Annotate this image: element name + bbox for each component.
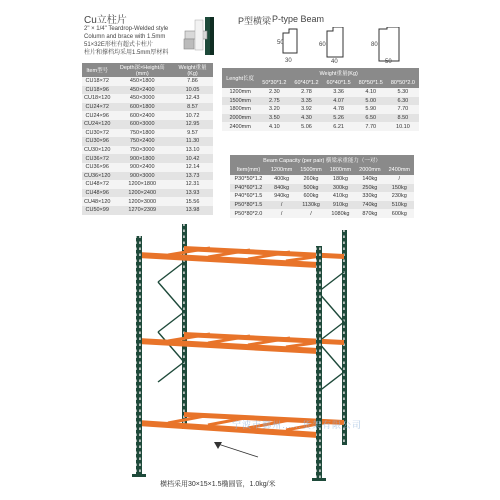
upright-table-row <box>82 77 213 86</box>
watermark-text: 宁波市鄞州……货架有限公司 <box>232 420 363 430</box>
upright-table-cell: 600×1800 <box>112 103 172 112</box>
weight-table-row <box>222 88 419 97</box>
upright-table-row <box>82 129 213 138</box>
upright-table-row <box>82 154 213 163</box>
upright-table-cell: CU24×96 <box>82 111 112 120</box>
upright-table-cell: CU48×120 <box>84 198 111 205</box>
beam-capacity-table <box>230 155 414 218</box>
capacity-table-cell: / <box>296 209 325 218</box>
weight-table-cell: 2.75 <box>258 97 290 106</box>
capacity-table-cell: 230kg <box>385 192 414 201</box>
capacity-table-cell: 150kg <box>385 184 414 193</box>
upright-table-cell: 10.05 <box>172 86 213 95</box>
weight-table-cell: 6.50 <box>355 114 387 123</box>
upright-table-cell: 750×3000 <box>112 146 172 155</box>
weight-table-subheader: 80*50*2.0 <box>387 78 419 88</box>
upright-table-cell: CU18×120 <box>84 95 111 102</box>
upright-table-cell: 13.73 <box>172 172 213 181</box>
upright-illustration <box>181 17 219 55</box>
p-beam-title-cn: P型横梁 <box>238 16 272 26</box>
upright-table-cell: CU24×72 <box>82 103 112 112</box>
capacity-table-subheader: 1500mm <box>296 165 325 175</box>
capacity-table-cell: 180kg <box>326 175 355 184</box>
capacity-table-cell: 840kg <box>267 184 296 193</box>
weight-table-cell: 8.50 <box>387 114 419 123</box>
upright-table-row <box>82 120 213 129</box>
upright-table-cell: 15.56 <box>172 197 213 206</box>
footer-caption: 横档采用30×15×1.5椭圆管，1.0kg/米 <box>160 481 276 488</box>
upright-table-cell: 13.93 <box>172 189 213 198</box>
weight-table-subheader: 60*40*1.2 <box>290 78 322 88</box>
p-beam-dim-30: 30 <box>285 58 292 64</box>
upright-table-cell: 9.57 <box>172 129 213 138</box>
upright-table-cell: 1200×3000 <box>112 197 172 206</box>
upright-table-cell: 13.98 <box>172 206 213 215</box>
cu-upright-title: Cu立柱片 <box>84 15 127 26</box>
weight-table-row <box>222 97 419 106</box>
weight-table-cell: 3.36 <box>323 88 355 97</box>
weight-table-cell: 5.06 <box>290 122 322 131</box>
upright-table-row <box>82 163 213 172</box>
upright-table-cell: 12.95 <box>172 120 213 129</box>
upright-table-row <box>82 206 213 215</box>
capacity-table-row <box>230 192 414 201</box>
upright-table-row <box>82 197 213 206</box>
capacity-table-cell: 260kg <box>296 175 325 184</box>
upright-table-header-item: Item型号 <box>82 63 112 77</box>
upright-table-cell: 450×2400 <box>112 86 172 95</box>
weight-table-cell: 5.30 <box>387 88 419 97</box>
upright-table-row <box>82 180 213 189</box>
capacity-table-cell: 940kg <box>267 192 296 201</box>
upright-table-cell: 12.14 <box>172 163 213 172</box>
capacity-table-cell: 410kg <box>326 192 355 201</box>
upright-table-row <box>82 103 213 112</box>
capacity-table-cell: 1130kg <box>296 201 325 210</box>
upright-table-cell: 1270×2309 <box>112 206 172 215</box>
upright-spec-table <box>82 63 213 215</box>
upright-table-cell: CU30×96 <box>82 137 112 146</box>
weight-table-cell: 3.20 <box>258 105 290 114</box>
capacity-table-subheader: 2400mm <box>385 165 414 175</box>
p-beam-dim-40: 40 <box>331 59 338 65</box>
pallet-rack-illustration <box>118 222 380 484</box>
weight-table-cell: 1500mm <box>222 97 258 106</box>
weight-table-cell: 3.92 <box>290 105 322 114</box>
weight-table-subheader: 80*50*1.5 <box>355 78 387 88</box>
weight-table-subheader: 50*30*1.2 <box>258 78 290 88</box>
weight-table-cell: 5.90 <box>355 105 387 114</box>
weight-table-cell: 2400mm <box>222 122 258 131</box>
upright-table-row <box>82 86 213 95</box>
p-beam-dim-80: 80 <box>371 42 378 48</box>
upright-table-cell: CU48×72 <box>82 180 112 189</box>
p-beam-dim-60: 60 <box>319 42 326 48</box>
upright-table-cell: 12.43 <box>172 94 213 103</box>
weight-table-cell: 4.30 <box>290 114 322 123</box>
weight-table-row <box>222 122 419 131</box>
weight-table-row <box>222 105 419 114</box>
upright-table-row <box>82 94 213 103</box>
capacity-table-cell: / <box>385 175 414 184</box>
upright-table-cell: 11.30 <box>172 137 213 146</box>
capacity-table-subheader: Item(mm) <box>230 165 267 175</box>
upright-table-cell: CU50×99 <box>82 206 112 215</box>
upright-table-cell: 900×2400 <box>112 163 172 172</box>
capacity-table-cell: 400kg <box>267 175 296 184</box>
weight-table-length-header: Lenght长度 <box>222 68 258 88</box>
upright-table-cell: 750×2400 <box>112 137 172 146</box>
upright-table-cell: CU36×96 <box>82 163 112 172</box>
capacity-table-cell: 910kg <box>326 201 355 210</box>
capacity-table-row <box>230 184 414 193</box>
upright-table-header-size: Depth深×Height高(mm) <box>112 63 172 77</box>
upright-table-cell: CU30×120 <box>84 147 111 154</box>
weight-table-cell: 3.50 <box>258 114 290 123</box>
upright-table-cell: 600×2400 <box>112 111 172 120</box>
capacity-table-row <box>230 201 414 210</box>
weight-table-row <box>222 114 419 123</box>
upright-table-row <box>82 172 213 181</box>
p-beam-dim-50b: 50 <box>385 59 392 65</box>
weight-table-cell: 4.10 <box>355 88 387 97</box>
weight-table-cell: 3.35 <box>290 97 322 106</box>
p-beam-dim-50: 50 <box>277 40 284 46</box>
capacity-table-cell: P30*50*1.2 <box>230 175 267 184</box>
upright-table-cell: 13.10 <box>172 146 213 155</box>
weight-table-cell: 10.10 <box>387 122 419 131</box>
capacity-table-cell: 500kg <box>296 184 325 193</box>
cu-desc-line-2: Column and brace with 1.5mm <box>84 34 166 40</box>
weight-table-cell: 4.78 <box>323 105 355 114</box>
capacity-table-subheader: 1200mm <box>267 165 296 175</box>
beam-weight-table <box>222 68 419 131</box>
weight-table-cell: 2.78 <box>290 88 322 97</box>
capacity-table-row <box>230 209 414 218</box>
capacity-table-cell: 600kg <box>385 209 414 218</box>
p-beam-profiles <box>275 27 419 65</box>
weight-table-cell: 1800mm <box>222 105 258 114</box>
upright-table-cell: 450×3000 <box>112 94 172 103</box>
upright-table-header-weight: Weight重量(Kg) <box>172 63 213 77</box>
upright-table-cell: 7.86 <box>172 77 213 86</box>
capacity-table-cell: P40*60*1.5 <box>230 192 267 201</box>
upright-table-cell: CU30×72 <box>82 129 112 138</box>
upright-table-row <box>82 146 213 155</box>
upright-table-cell: 900×1800 <box>112 154 172 163</box>
upright-table-cell: CU36×120 <box>84 172 111 179</box>
weight-table-cell: 7.70 <box>355 122 387 131</box>
capacity-table-cell: / <box>267 209 296 218</box>
capacity-table-cell: P50*80*2.0 <box>230 209 267 218</box>
capacity-table-cell: 600kg <box>296 192 325 201</box>
upright-table-cell: 1200×2400 <box>112 189 172 198</box>
capacity-table-cell: 870kg <box>355 209 384 218</box>
capacity-table-cell: 740kg <box>355 201 384 210</box>
capacity-table-row <box>230 175 414 184</box>
weight-table-subheader: 60*40*1.5 <box>323 78 355 88</box>
weight-table-cell: 4.07 <box>323 97 355 106</box>
upright-table-cell: 10.42 <box>172 154 213 163</box>
upright-table-row <box>82 111 213 120</box>
upright-table-row <box>82 137 213 146</box>
upright-table-cell: CU18×96 <box>82 86 112 95</box>
capacity-table-subheader: 2000mm <box>355 165 384 175</box>
upright-table-cell: 900×3000 <box>112 172 172 181</box>
upright-table-cell: 10.72 <box>172 111 213 120</box>
cu-desc-line-1: 2" × 1/4" Teardrop-Welded style <box>84 26 169 32</box>
weight-table-cell: 6.21 <box>323 122 355 131</box>
cu-upright-description <box>84 25 168 57</box>
weight-table-weight-header: Weight重量(Kg) <box>258 68 419 78</box>
upright-table-cell: 450×1800 <box>112 77 172 86</box>
capacity-table-subheader: 1800mm <box>326 165 355 175</box>
capacity-table-cell: 250kg <box>355 184 384 193</box>
upright-table-cell: 1200×1800 <box>112 180 172 189</box>
cu-desc-line-3: 51×32E形柱有超式卡柱片 <box>84 42 153 48</box>
weight-table-cell: 2.30 <box>258 88 290 97</box>
p-beam-title-en: P-type Beam <box>272 14 325 24</box>
upright-table-row <box>82 189 213 198</box>
weight-table-cell: 4.10 <box>258 122 290 131</box>
upright-table-cell: 12.31 <box>172 180 213 189</box>
weight-table-cell: 2000mm <box>222 114 258 123</box>
capacity-table-cell: P50*80*1.5 <box>230 201 267 210</box>
capacity-table-cell: 300kg <box>326 184 355 193</box>
upright-table-cell: 600×3000 <box>112 120 172 129</box>
weight-table-cell: 7.70 <box>387 105 419 114</box>
weight-table-cell: 5.26 <box>323 114 355 123</box>
upright-table-cell: CU18×72 <box>82 77 112 86</box>
capacity-table-title: Beam Capacity (per pair) 横梁承重能力（一对） <box>230 155 414 165</box>
weight-table-cell: 6.30 <box>387 97 419 106</box>
weight-table-cell: 5.00 <box>355 97 387 106</box>
upright-table-cell: CU48×96 <box>82 189 112 198</box>
cu-desc-line-4: 柱片和撑档均采用1.5mm厚材料 <box>84 50 169 56</box>
capacity-table-cell: / <box>267 201 296 210</box>
weight-table-cell: 1200mm <box>222 88 258 97</box>
capacity-table-cell: 140kg <box>355 175 384 184</box>
capacity-table-cell: 330kg <box>355 192 384 201</box>
capacity-table-cell: P40*60*1.2 <box>230 184 267 193</box>
upright-table-cell: 750×1800 <box>112 129 172 138</box>
capacity-table-cell: 510kg <box>385 201 414 210</box>
capacity-table-cell: 1080kg <box>326 209 355 218</box>
upright-table-cell: 8.57 <box>172 103 213 112</box>
upright-table-cell: CU36×72 <box>82 154 112 163</box>
upright-table-cell: CU24×120 <box>84 121 111 128</box>
